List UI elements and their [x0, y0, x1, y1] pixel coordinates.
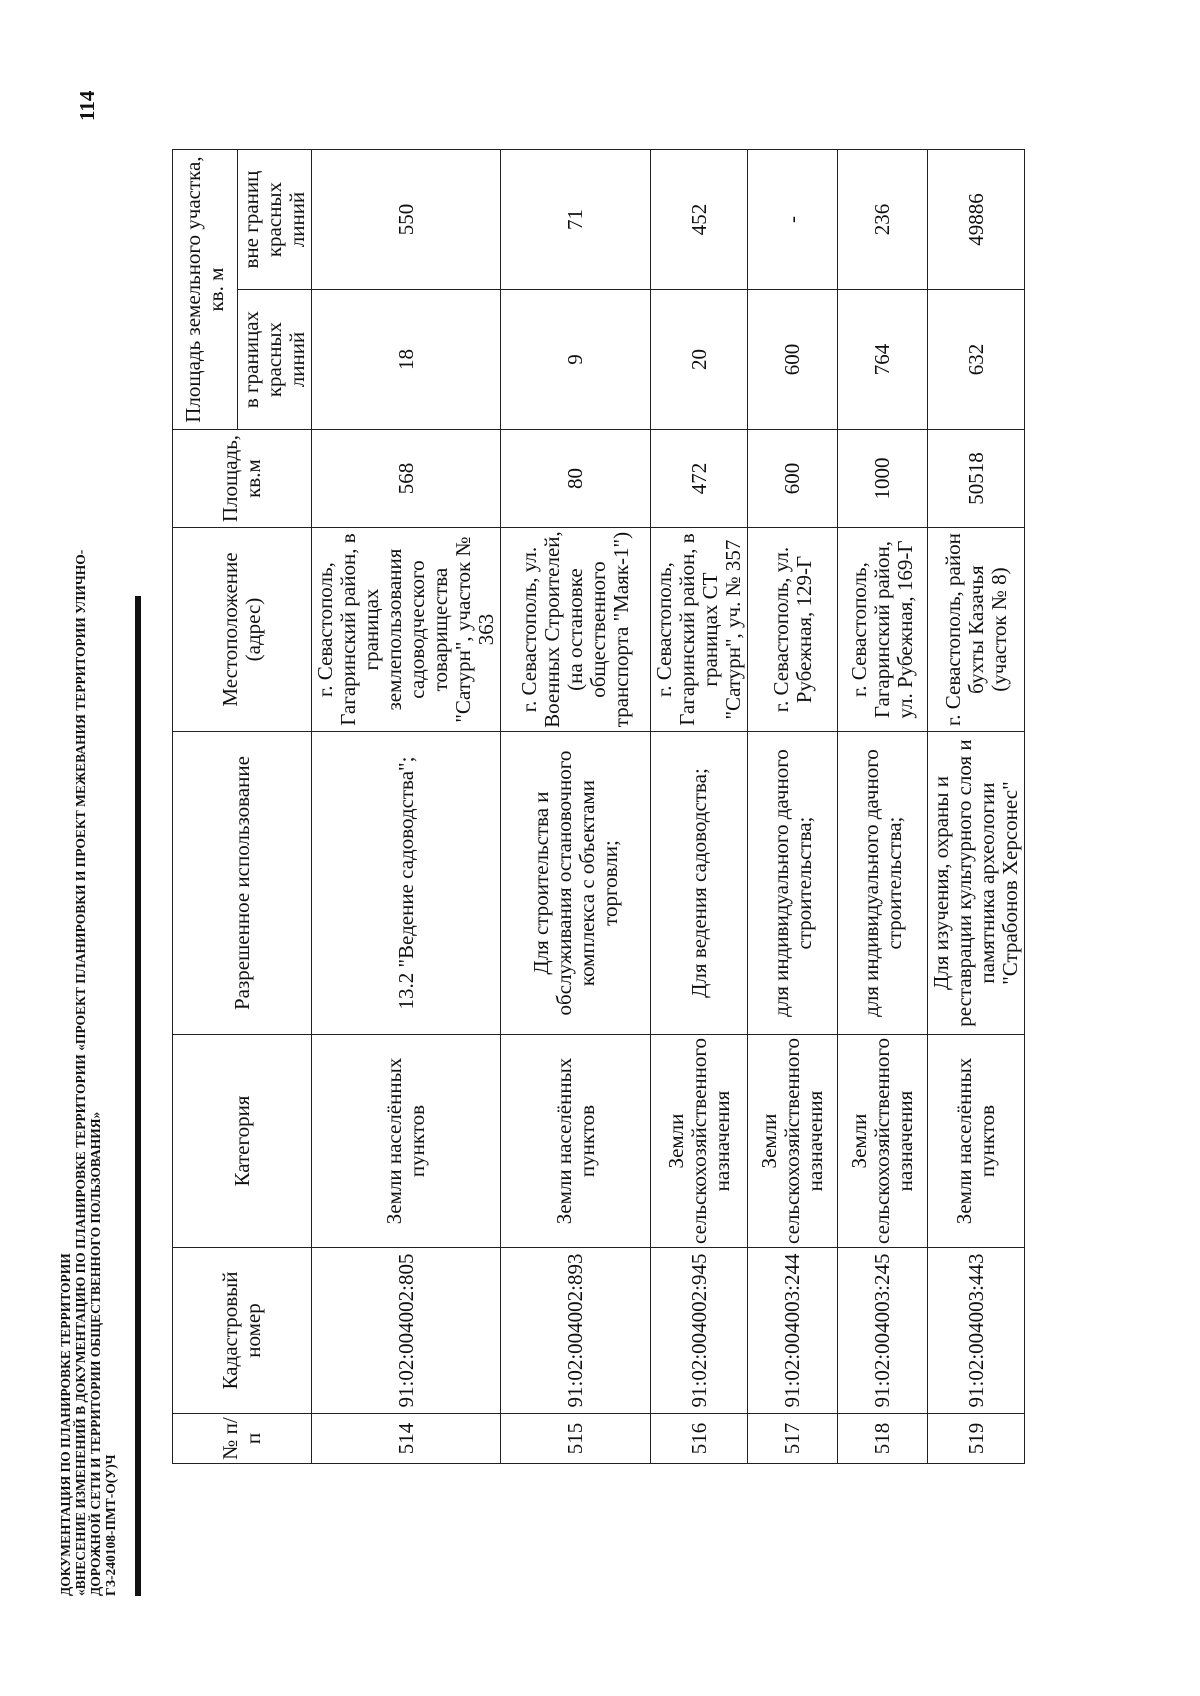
cell-category: Земли сельскохозяйственного назначения	[838, 1035, 928, 1248]
cell-cadastral: 91:02:004003:245	[838, 1248, 928, 1414]
header-permitted-use: Разрешенное использование	[173, 732, 312, 1035]
cell-outside: 71	[501, 150, 651, 290]
cell-cadastral: 91:02:004003:244	[748, 1248, 838, 1414]
cell-category: Земли населённых пунктов	[312, 1035, 501, 1248]
cell-cadastral: 91:02:004002:945	[651, 1248, 748, 1414]
cell-location: г. Севастополь, Гагаринский район, в границах СТ "Сатурн", уч. № 357	[651, 528, 748, 732]
cell-area: 1000	[838, 430, 928, 528]
header-land-area-group: Площадь земельного участка, кв. м	[173, 150, 238, 430]
cell-location: г. Севастополь, ул. Военных Строителей, (на остановке общественного транспорта "Маяк-1")	[501, 528, 651, 732]
header-cadastral: Кадастровый номер	[173, 1248, 312, 1414]
cell-within: 600	[748, 290, 838, 430]
cell-location: г. Севастополь, район бухты Казачья (участок № 8)	[928, 528, 1025, 732]
cell-outside: 236	[838, 150, 928, 290]
document-header	[58, 549, 118, 1596]
header-within-red-lines: в границах красных линий	[238, 290, 312, 430]
table-row	[928, 150, 1025, 1464]
cell-num: 518	[838, 1414, 928, 1464]
cell-cadastral: 91:02:004002:893	[501, 1248, 651, 1414]
cell-permitted-use: 13.2 "Ведение садоводства";	[312, 732, 501, 1035]
cell-outside: 550	[312, 150, 501, 290]
header-location: Местоположение (адрес)	[173, 528, 312, 732]
cell-num: 514	[312, 1414, 501, 1464]
cell-permitted-use: для индивидуального дачного строительства;	[838, 732, 928, 1035]
cell-num: 516	[651, 1414, 748, 1464]
cell-permitted-use: Для ведения садоводства;	[651, 732, 748, 1035]
cell-area: 472	[651, 430, 748, 528]
cell-outside: 49886	[928, 150, 1025, 290]
header-num: № п/п	[173, 1414, 312, 1464]
cell-area: 50518	[928, 430, 1025, 528]
land-plots-table	[172, 149, 1025, 1464]
cell-location: г. Севастополь, ул. Рубежная, 129-Г	[748, 528, 838, 732]
cell-outside: -	[748, 150, 838, 290]
table-row	[748, 150, 838, 1464]
table-row	[312, 150, 501, 1464]
cell-area: 568	[312, 430, 501, 528]
header-line-1: ДОКУМЕНТАЦИЯ ПО ПЛАНИРОВКЕ ТЕРРИТОРИИ	[58, 1253, 73, 1596]
cell-permitted-use: для индивидуального дачного строительства;	[748, 732, 838, 1035]
cell-permitted-use: Для строительства и обслуживания остановочного комплекса с объектами торговли;	[501, 732, 651, 1035]
cell-category: Земли населённых пунктов	[928, 1035, 1025, 1248]
header-line-2: «ВНЕСЕНИЕ ИЗМЕНЕНИЙ В ДОКУМЕНТАЦИЮ ПО ПЛАНИРОВКЕ ТЕРРИТОРИИ «ПРОЕКТ ПЛАНИРОВКИ И ПРОЕКТ МЕЖЕВАНИЯ ТЕРРИТОРИИ УЛИЧНО-	[73, 549, 88, 1596]
header-rule	[135, 596, 141, 1596]
cell-category: Земли сельскохозяйственного назначения	[748, 1035, 838, 1248]
cell-category: Земли сельскохозяйственного назначения	[651, 1035, 748, 1248]
cell-within: 18	[312, 290, 501, 430]
cell-area: 80	[501, 430, 651, 528]
table-row	[501, 150, 651, 1464]
page-number: 114	[75, 90, 99, 121]
cell-permitted-use: Для изучения, охраны и реставрации культурного слоя и памятника археологии "Страбонов Херсонес"	[928, 732, 1025, 1035]
cell-within: 764	[838, 290, 928, 430]
cell-num: 519	[928, 1414, 1025, 1464]
cell-location: г. Севастополь, Гагаринский район, в границах землепользования садоводческого товарищества "Сатурн", участок № 363	[312, 528, 501, 732]
cell-within: 9	[501, 290, 651, 430]
table-row	[838, 150, 928, 1464]
header-line-3: ДОРОЖНОЙ СЕТИ И ТЕРРИТОРИИ ОБЩЕСТВЕННОГО ПОЛЬЗОВАНИЯ»	[88, 1111, 103, 1596]
cell-category: Земли населённых пунктов	[501, 1035, 651, 1248]
table-row	[651, 150, 748, 1464]
header-category: Категория	[173, 1035, 312, 1248]
header-area: Площадь, кв.м	[173, 430, 312, 528]
cell-outside: 452	[651, 150, 748, 290]
cell-location: г. Севастополь, Гагаринский район, ул. Рубежная, 169-Г	[838, 528, 928, 732]
cell-within: 20	[651, 290, 748, 430]
cell-cadastral: 91:02:004002:805	[312, 1248, 501, 1414]
cell-num: 515	[501, 1414, 651, 1464]
cell-num: 517	[748, 1414, 838, 1464]
cell-area: 600	[748, 430, 838, 528]
cell-within: 632	[928, 290, 1025, 430]
header-line-4: ГЗ-240108-ПМТ-О(У)Ч	[103, 1454, 118, 1596]
cell-cadastral: 91:02:004003:443	[928, 1248, 1025, 1414]
header-outside-red-lines: вне границ красных линий	[238, 150, 312, 290]
